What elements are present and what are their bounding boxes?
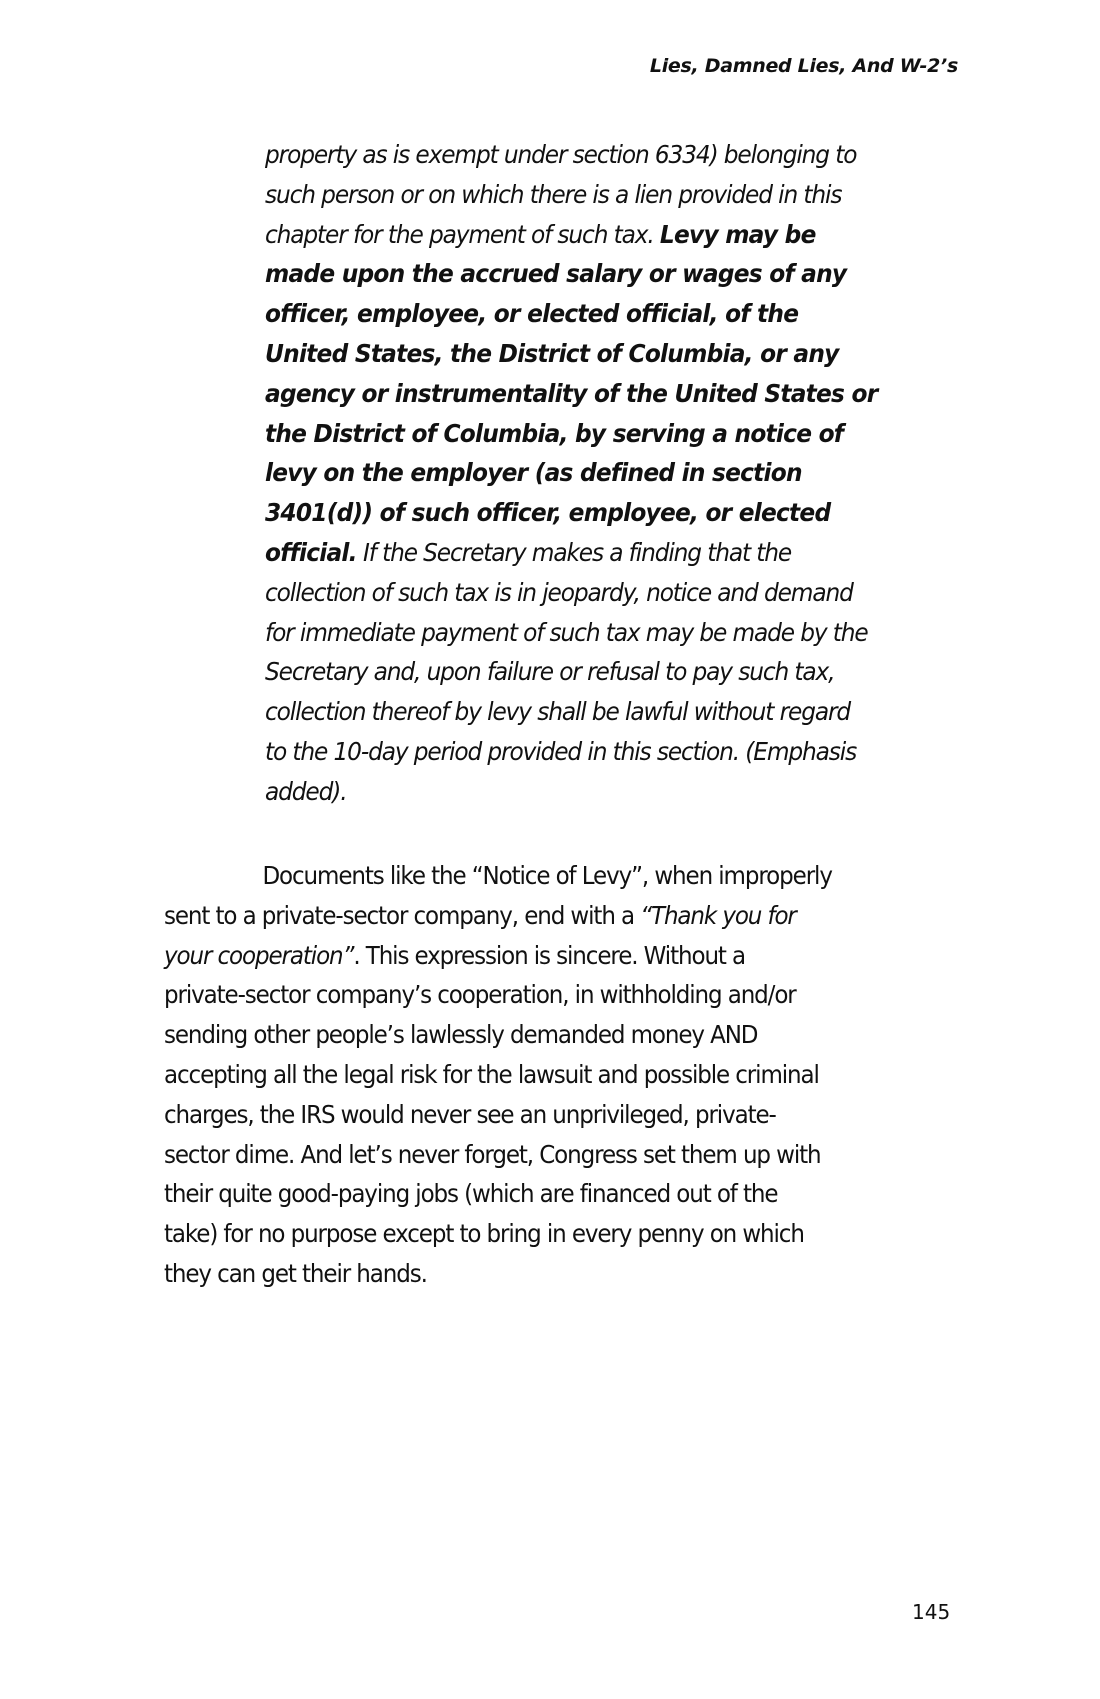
quote-emphasis: levy on the employer (as defined in section <box>265 458 802 488</box>
quote-line <box>265 533 972 573</box>
paragraph-line <box>164 1214 974 1254</box>
quote-line <box>265 414 972 454</box>
paragraph-line <box>164 1095 974 1135</box>
paragraph-line <box>164 1174 974 1214</box>
quote-text: property as is exempt under section 6334) belonging to <box>265 140 857 169</box>
paragraph-italic: your cooperation” <box>164 940 354 970</box>
quote-emphasis: officer, employee, or elected official, of the <box>265 299 799 329</box>
paragraph-text: . This expression is sincere. Without a <box>353 940 746 970</box>
block-quote <box>265 135 972 812</box>
quote-line <box>265 374 972 414</box>
quote-emphasis: Levy may be <box>659 219 816 249</box>
paragraph-text: accepting all the legal risk for the lawsuit and possible criminal <box>164 1059 819 1089</box>
quote-emphasis: the District of Columbia, by serving a notice of <box>265 418 844 448</box>
quote-line <box>265 175 972 215</box>
quote-text: collection of such tax is in jeopardy, notice and demand <box>265 577 853 607</box>
quote-line <box>265 573 972 613</box>
body-paragraph <box>164 856 974 1294</box>
paragraph-text: they can get their hands. <box>164 1258 427 1288</box>
paragraph-text: their quite good-paying jobs (which are financed out of the <box>164 1179 778 1209</box>
quote-line <box>265 135 972 175</box>
quote-line <box>265 692 972 732</box>
paragraph-text: charges, the IRS would never see an unprivileged, private- <box>164 1099 776 1129</box>
running-header: Lies, Damned Lies, And W-2’s <box>649 55 958 77</box>
paragraph-text: take) for no purpose except to bring in every penny on which <box>164 1219 804 1249</box>
paragraph-line <box>164 1055 974 1095</box>
quote-text: for immediate payment of such tax may be made by the <box>265 617 868 647</box>
paragraph-italic: “Thank you for <box>640 900 796 930</box>
paragraph-text: sector dime. And let’s never forget, Congress set them up with <box>164 1139 821 1169</box>
paragraph-line <box>164 1015 974 1055</box>
quote-text: chapter for the payment of such tax. <box>265 219 660 249</box>
quote-emphasis: made upon the accrued salary or wages of any <box>265 259 847 289</box>
paragraph-line <box>164 1135 974 1175</box>
quote-emphasis: agency or instrumentality of the United States or <box>265 378 878 408</box>
quote-emphasis: United States, the District of Columbia, or any <box>265 338 839 368</box>
quote-text: collection thereof by levy shall be lawful without regard <box>265 697 851 727</box>
quote-line <box>265 732 972 772</box>
paragraph-text: Documents like the “Notice of Levy”, when improperly <box>262 861 832 890</box>
quote-line <box>265 215 972 255</box>
paragraph-line <box>164 936 974 976</box>
quote-line <box>265 334 972 374</box>
paragraph-line <box>164 896 974 936</box>
quote-text: such person or on which there is a lien provided in this <box>265 179 842 209</box>
quote-line <box>265 453 972 493</box>
paragraph-text: private-sector company’s cooperation, in withholding and/or <box>164 980 796 1010</box>
page-number: 145 <box>912 1600 951 1624</box>
paragraph-line <box>164 856 974 896</box>
quote-text: to the 10-day period provided in this section. (Emphasis <box>265 736 857 766</box>
quote-text: Secretary and, upon failure or refusal to pay such tax, <box>265 657 835 687</box>
paragraph-line <box>164 1254 974 1294</box>
quote-line <box>265 613 972 653</box>
paragraph-text: sending other people’s lawlessly demanded money AND <box>164 1020 758 1050</box>
quote-line <box>265 493 972 533</box>
quote-line <box>265 772 972 812</box>
quote-line <box>265 294 972 334</box>
quote-emphasis: official. <box>265 537 357 567</box>
quote-text: If the Secretary makes a finding that the <box>356 537 792 567</box>
quote-text: added). <box>265 776 347 806</box>
quote-line <box>265 254 972 294</box>
paragraph-line <box>164 975 974 1015</box>
paragraph-text: sent to a private-sector company, end with a <box>164 900 641 930</box>
quote-line <box>265 652 972 692</box>
quote-emphasis: 3401(d)) of such officer, employee, or elected <box>265 498 831 528</box>
